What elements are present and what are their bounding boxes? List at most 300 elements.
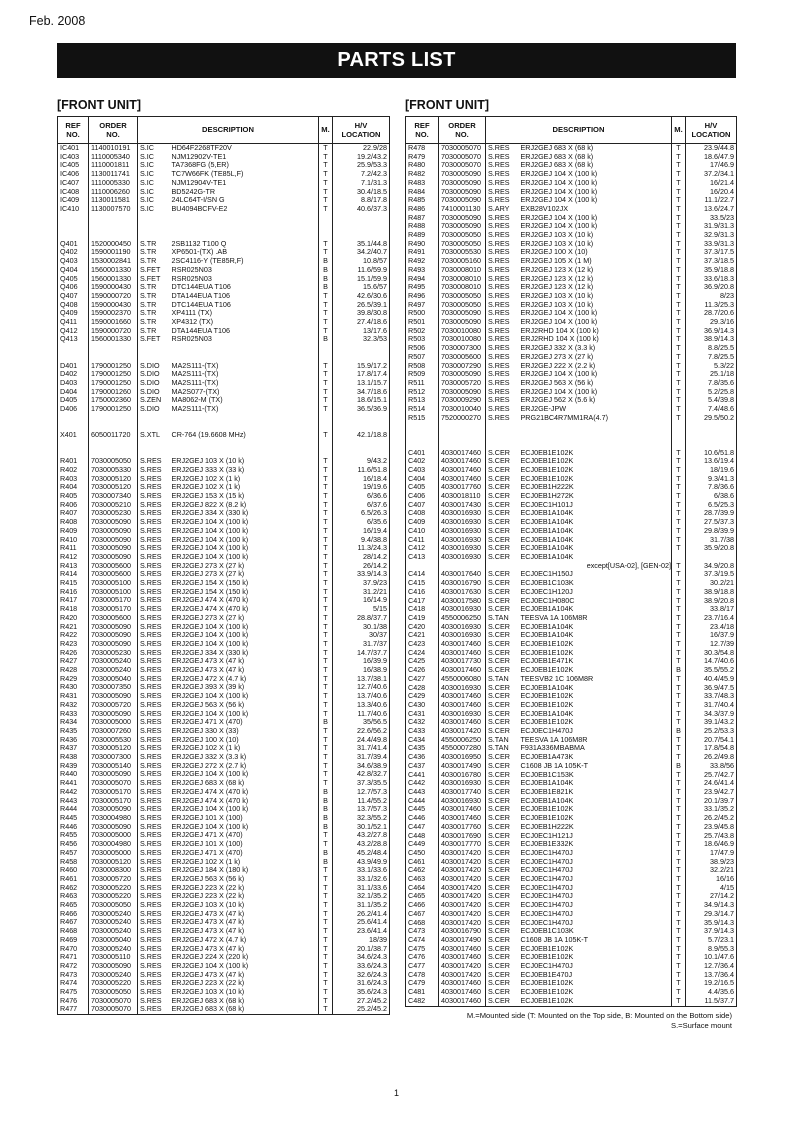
part-type: S.TR [138, 309, 170, 318]
ref-no: Q408 [58, 301, 89, 310]
ref-no: C434 [406, 736, 439, 745]
table-row [406, 623, 737, 632]
mounted-side: T [672, 414, 686, 423]
mounted-side: T [319, 431, 333, 440]
part-description: ERJ2GEJ 104 X (100 k) [519, 309, 672, 318]
part-type: S.RES [138, 640, 170, 649]
order-no: 7030005090 [439, 179, 486, 188]
ref-no: Q404 [58, 266, 89, 275]
ref-no: R508 [406, 362, 439, 371]
hv-location: 9.3/41.3 [686, 475, 737, 484]
ref-no [58, 231, 89, 240]
part-type: S.FET [138, 275, 170, 284]
table-row [406, 692, 737, 701]
table-row [406, 684, 737, 693]
hv-location [333, 440, 390, 449]
mounted-side: T [319, 562, 333, 571]
hv-location: 37.3/35.5 [333, 779, 390, 788]
page-title: PARTS LIST [57, 43, 736, 78]
table-row [406, 823, 737, 832]
ref-no: R440 [58, 770, 89, 779]
order-no: 4030017640 [439, 570, 486, 579]
ref-no: R439 [58, 762, 89, 771]
mounted-side: T [319, 205, 333, 214]
part-description: ECJ0EB1A104K [519, 553, 672, 562]
part-type: S.CER [486, 597, 519, 606]
ref-no: R503 [406, 335, 439, 344]
table-row [58, 475, 390, 484]
ref-no: C410 [406, 527, 439, 536]
ref-no: R445 [58, 814, 89, 823]
table-row [58, 318, 390, 327]
part-description: ERJ2GEJ 102 X (1 k) [170, 858, 319, 867]
part-type: S.RES [486, 188, 519, 197]
hv-location: 29.5/50.2 [686, 414, 737, 423]
order-no: 7030005120 [89, 858, 138, 867]
ref-no: C478 [406, 971, 439, 980]
part-type: S.RES [138, 988, 170, 997]
order-no: 1110005330 [89, 179, 138, 188]
mounted-side: T [319, 605, 333, 614]
part-type: S.ARY [486, 205, 519, 214]
ref-no: R432 [58, 701, 89, 710]
order-no: 7030005090 [439, 214, 486, 223]
part-description: ERJ2GEJ 683 X (68 k) [519, 144, 672, 153]
mounted-side: T [319, 492, 333, 501]
part-type: S.RES [138, 579, 170, 588]
part-type: S.RES [138, 492, 170, 501]
hv-location: 23.4/18 [686, 623, 737, 632]
part-type: S.RES [138, 536, 170, 545]
order-no: 7030005720 [89, 875, 138, 884]
ref-no: C468 [406, 919, 439, 928]
part-description: ERJ2GEJ 123 X (12 k) [519, 266, 672, 275]
part-description: ECJ0EC1H150J [519, 570, 672, 579]
ref-no: C407 [406, 501, 439, 510]
hv-location: 31.2/21 [333, 588, 390, 597]
mounted-side: T [319, 527, 333, 536]
mounted-side: T [672, 901, 686, 910]
table-row [58, 414, 390, 423]
ref-no: R457 [58, 849, 89, 858]
part-type: S.CER [486, 501, 519, 510]
part-description: ERJ2GEJ 104 X (100 k) [170, 536, 319, 545]
part-description: ERJ2GEJ 222 X (2.2 k) [519, 362, 672, 371]
table-row [406, 518, 737, 527]
table-row [406, 231, 737, 240]
ref-no: R473 [58, 971, 89, 980]
table-row [406, 362, 737, 371]
table-row [406, 649, 737, 658]
part-description: ERJ2GEJ 100 X (10) [519, 248, 672, 257]
table-row [58, 144, 390, 153]
part-type: S.RES [138, 457, 170, 466]
mounted-side: B [672, 666, 686, 675]
order-no [89, 231, 138, 240]
hv-location: 11.5/37.7 [686, 997, 737, 1006]
ref-no [58, 344, 89, 353]
ref-no: R474 [58, 979, 89, 988]
table-row [406, 318, 737, 327]
part-description: ECJ0EB1E332K [519, 840, 672, 849]
hv-location: 7.8/35.6 [686, 379, 737, 388]
ref-no: R493 [406, 266, 439, 275]
table-row [58, 570, 390, 579]
part-description: ECJ0EB1E102K [519, 640, 672, 649]
part-type: S.TR [138, 283, 170, 292]
order-no: 7030005040 [89, 675, 138, 684]
ref-no: C448 [406, 832, 439, 841]
part-description: ERJ2GEJ 100 X (10) [170, 736, 319, 745]
mounted-side: T [672, 884, 686, 893]
hv-location: 13.7/36.4 [686, 971, 737, 980]
mounted-side: T [672, 779, 686, 788]
part-type: S.RES [138, 649, 170, 658]
hv-location: 35.1/44.8 [333, 240, 390, 249]
ref-no: R427 [58, 657, 89, 666]
ref-no: R489 [406, 231, 439, 240]
ref-no: C413 [406, 553, 439, 562]
part-description: DTC144EUA T106 [170, 283, 319, 292]
mounted-side: T [672, 588, 686, 597]
part-type: S.DIO [138, 370, 170, 379]
hv-location: 32.3/55.2 [333, 814, 390, 823]
ref-no: R430 [58, 683, 89, 692]
mounted-side: T [672, 849, 686, 858]
table-row [406, 718, 737, 727]
mounted-side: T [319, 997, 333, 1006]
hv-location: 30.4/18.5 [333, 188, 390, 197]
part-type: S.RES [486, 344, 519, 353]
mounted-side: T [672, 997, 686, 1006]
mounted-side: T [319, 936, 333, 945]
table-row [58, 457, 390, 466]
ref-no: C435 [406, 744, 439, 753]
mounted-side: T [319, 501, 333, 510]
part-type: S.CER [486, 657, 519, 666]
table-row [406, 344, 737, 353]
part-description: ECJ0EB1A104K [519, 623, 672, 632]
table-row [406, 779, 737, 788]
part-description: C1608 JB 1A 105K-T [519, 936, 672, 945]
hv-location: 22.9/28 [333, 144, 390, 153]
mounted-side: T [319, 362, 333, 371]
table-row [58, 170, 390, 179]
hv-location: 25.2/53.3 [686, 727, 737, 736]
order-no: 4030017460 [439, 945, 486, 954]
table-row [58, 396, 390, 405]
table-row [406, 509, 737, 518]
mounted-side: T [672, 457, 686, 466]
mounted-side: T [672, 736, 686, 745]
part-type: S.RES [138, 475, 170, 484]
part-type: S.TR [138, 248, 170, 257]
table-row [406, 144, 737, 153]
part-type [138, 422, 170, 431]
order-no: 7030005120 [89, 475, 138, 484]
ref-no: C444 [406, 797, 439, 806]
part-type: S.RES [486, 362, 519, 371]
part-type: S.CER [486, 631, 519, 640]
hv-location [333, 231, 390, 240]
order-no: 1530002841 [89, 257, 138, 266]
mounted-side: T [319, 379, 333, 388]
ref-no: R443 [58, 797, 89, 806]
mounted-side: T [319, 666, 333, 675]
hv-location: 7.8/36.6 [686, 483, 737, 492]
table-row [406, 788, 737, 797]
table-row [58, 979, 390, 988]
order-no: 7030005720 [439, 379, 486, 388]
table-row [406, 292, 737, 301]
table-row [58, 744, 390, 753]
ref-no: C450 [406, 849, 439, 858]
part-type: S.CER [486, 927, 519, 936]
mounted-side: T [672, 788, 686, 797]
order-no: 7030007300 [89, 753, 138, 762]
part-type: S.CER [486, 971, 519, 980]
ref-no: C423 [406, 640, 439, 649]
hv-location: 23.9/42.7 [686, 788, 737, 797]
ref-no: R456 [58, 840, 89, 849]
order-no: 1790001250 [89, 405, 138, 414]
table-row [58, 301, 390, 310]
part-type: S.DIO [138, 388, 170, 397]
mounted-side: T [319, 188, 333, 197]
part-type: S.RES [138, 466, 170, 475]
ref-no: Q409 [58, 309, 89, 318]
ref-no: C475 [406, 945, 439, 954]
table-row [406, 892, 737, 901]
order-no: 1130011741 [89, 170, 138, 179]
part-description: ERJ2GEJ 103 X (10 k) [170, 457, 319, 466]
order-no: 4030017420 [439, 884, 486, 893]
mounted-side: T [672, 379, 686, 388]
order-no: 7030005070 [439, 161, 486, 170]
ref-no: R401 [58, 457, 89, 466]
part-description: ERJ2GEJ 123 X (12 k) [519, 275, 672, 284]
table-row [406, 875, 737, 884]
hv-location: 33.8/56 [686, 762, 737, 771]
table-row [406, 762, 737, 771]
part-type: S.RES [486, 248, 519, 257]
mounted-side: T [672, 222, 686, 231]
order-no: 1590001660 [89, 318, 138, 327]
mounted-side: T [672, 605, 686, 614]
order-no: 1790001250 [89, 379, 138, 388]
table-row [58, 448, 390, 457]
ref-no: R423 [58, 640, 89, 649]
table-row [58, 518, 390, 527]
hv-location [333, 353, 390, 362]
table-row [58, 649, 390, 658]
order-no: 1790001250 [89, 370, 138, 379]
mounted-side: T [672, 518, 686, 527]
order-no: 4030017420 [439, 858, 486, 867]
table-row [58, 779, 390, 788]
mounted-side: T [319, 840, 333, 849]
part-description: PRG21BC4R7MM1RA(4.7) [519, 414, 672, 423]
part-type: S.CER [486, 544, 519, 553]
hv-location: 25.7/42.7 [686, 771, 737, 780]
table-row [58, 770, 390, 779]
hv-location: 5.2/25.8 [686, 388, 737, 397]
part-description: ERJ2GEJ 393 X (39 k) [170, 683, 319, 692]
part-type: S.RES [138, 753, 170, 762]
mounted-side: B [319, 266, 333, 275]
hv-location: 18.6/15.1 [333, 396, 390, 405]
mounted-side: T [319, 979, 333, 988]
mounted-side: T [319, 596, 333, 605]
part-type: S.RES [138, 884, 170, 893]
table-row [406, 405, 737, 414]
order-no: 7030005000 [89, 718, 138, 727]
part-description [170, 448, 319, 457]
part-type: S.CER [486, 805, 519, 814]
part-type: S.RES [138, 596, 170, 605]
part-type: S.RES [138, 718, 170, 727]
table-row [406, 388, 737, 397]
part-description: ECJ0EB1H222K [519, 483, 672, 492]
part-description: ECJ0EC1H470J [519, 892, 672, 901]
ref-no: C417 [406, 597, 439, 606]
part-type: S.CER [486, 640, 519, 649]
mounted-side: T [319, 892, 333, 901]
mounted-side [319, 440, 333, 449]
part-type [138, 222, 170, 231]
hv-location: 42.1/18.8 [333, 431, 390, 440]
mounted-side: T [319, 144, 333, 153]
order-no: 7030005720 [89, 701, 138, 710]
col-header-mounted: M. [319, 117, 333, 144]
order-no: 7030005220 [89, 979, 138, 988]
order-no: 4030016930 [439, 518, 486, 527]
ref-no: C447 [406, 823, 439, 832]
table-row [58, 892, 390, 901]
table-row [58, 692, 390, 701]
ref-no: IC406 [58, 170, 89, 179]
order-no: 7030005140 [89, 762, 138, 771]
hv-location: 15.1/59.9 [333, 275, 390, 284]
part-description: EXB28V102JX [519, 205, 672, 214]
ref-no: R494 [406, 275, 439, 284]
hv-location: 33.1/35.2 [686, 805, 737, 814]
table-row [58, 362, 390, 371]
table-row [406, 631, 737, 640]
ref-no: R431 [58, 692, 89, 701]
part-description: ERJ2GEJ 104 X (100 k) [519, 170, 672, 179]
table-row [406, 640, 737, 649]
table-row [58, 405, 390, 414]
part-type: S.IC [138, 161, 170, 170]
hv-location: 39.1/43.2 [686, 718, 737, 727]
table-row [58, 797, 390, 806]
mounted-side: T [672, 257, 686, 266]
table-row [58, 971, 390, 980]
part-description: ECJ0EB1A473K [519, 753, 672, 762]
hv-location [686, 553, 737, 562]
order-no: 4030016790 [439, 579, 486, 588]
part-type: S.CER [486, 649, 519, 658]
order-no: 7030008010 [439, 283, 486, 292]
part-type: S.IC [138, 188, 170, 197]
table-row [406, 805, 737, 814]
mounted-side: T [672, 640, 686, 649]
mounted-side: T [319, 292, 333, 301]
order-no: 7030005000 [89, 831, 138, 840]
part-description: ECJ0EC1H470J [519, 919, 672, 928]
ref-no: R437 [58, 744, 89, 753]
ref-no: C474 [406, 936, 439, 945]
hv-location [333, 214, 390, 223]
hv-location: 11.3/25.3 [686, 301, 737, 310]
ref-no: R410 [58, 536, 89, 545]
ref-no: R468 [58, 927, 89, 936]
table-row [58, 858, 390, 867]
order-no: 4550007280 [439, 744, 486, 753]
right-parts-table [405, 116, 737, 1007]
part-description: ERJ2GEJ 104 X (100 k) [170, 553, 319, 562]
table-row [58, 553, 390, 562]
table-row [406, 945, 737, 954]
table-row [58, 753, 390, 762]
ref-no: R514 [406, 405, 439, 414]
mounted-side: T [319, 170, 333, 179]
ref-no: R476 [58, 997, 89, 1006]
part-description: ERJ2GEJ 273 X (27 k) [170, 562, 319, 571]
order-no: 1590000720 [89, 292, 138, 301]
table-row [406, 666, 737, 675]
order-no: 7030004980 [89, 814, 138, 823]
ref-no: R411 [58, 544, 89, 553]
hv-location: 11.7/40.6 [333, 710, 390, 719]
part-type [138, 214, 170, 223]
part-description: ERJ2GEJ 104 X (100 k) [170, 631, 319, 640]
table-row [406, 431, 737, 440]
order-no: 4030017760 [439, 823, 486, 832]
part-description: ECJ0EB1E102K [519, 466, 672, 475]
hv-location: 43.2/27.8 [333, 831, 390, 840]
part-description: TA7368FG (5,ER) [170, 161, 319, 170]
order-no: 4030017460 [439, 466, 486, 475]
ref-no: IC408 [58, 188, 89, 197]
mounted-side: T [319, 831, 333, 840]
part-description: NJM12902V-TE1 [170, 153, 319, 162]
part-type: S.CER [486, 997, 519, 1006]
part-type: S.RES [486, 396, 519, 405]
hv-location: 27.4/18.6 [333, 318, 390, 327]
mounted-side: T [319, 396, 333, 405]
hv-location: 11.3/24.3 [333, 544, 390, 553]
ref-no: C430 [406, 701, 439, 710]
table-row [406, 188, 737, 197]
order-no: 7030005050 [439, 301, 486, 310]
ref-no: R435 [58, 727, 89, 736]
order-no: 4030017730 [439, 657, 486, 666]
mounted-side: T [672, 562, 686, 571]
mounted-side: B [319, 805, 333, 814]
part-type: S.RES [138, 736, 170, 745]
ref-no: R497 [406, 301, 439, 310]
mounted-side: T [672, 840, 686, 849]
mounted-side: T [672, 501, 686, 510]
hv-location: 35.6/24.3 [333, 988, 390, 997]
table-row [58, 257, 390, 266]
order-no: 4030016930 [439, 553, 486, 562]
table-row [406, 797, 737, 806]
part-type: S.RES [138, 683, 170, 692]
ref-no: C437 [406, 762, 439, 771]
